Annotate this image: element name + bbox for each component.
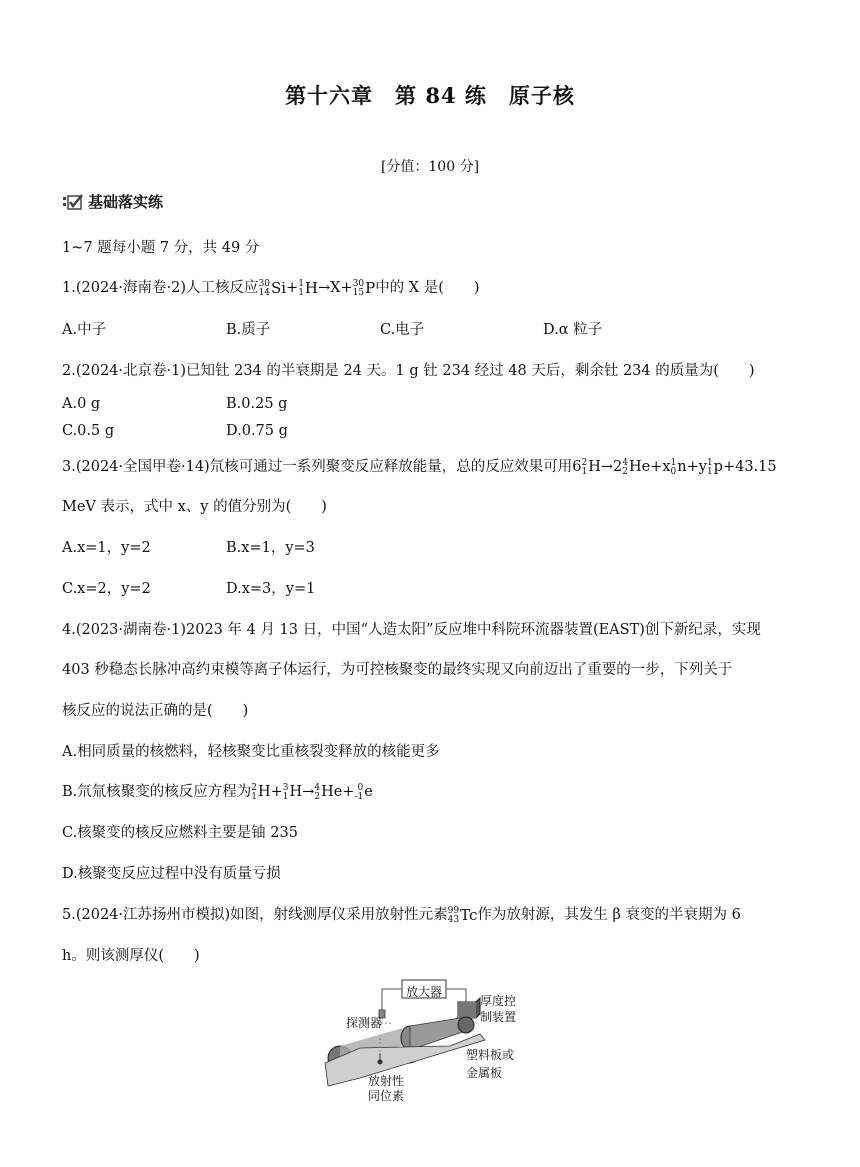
- score-note: [分值：100 分]: [380, 159, 480, 175]
- instruction: 1~7 题每小题 7 分，共 49 分: [62, 240, 260, 256]
- label-amplifier: 放大器: [406, 985, 443, 999]
- q3-option-b: B.x=1，y=3: [226, 540, 315, 556]
- thickness-gauge-figure: [320, 978, 550, 1103]
- question-2-stem: 2.(2024·北京卷·1)已知钍 234 的半衰期是 24 天。1 g 钍 234 经过 48 天后，剩余钍 234 的质量为( ): [62, 363, 755, 379]
- section-heading: [62, 191, 163, 212]
- question-5-line2: h。则该测厚仪( ): [62, 948, 200, 964]
- label-thickness-ctrl-1: 厚度控: [480, 994, 517, 1008]
- question-1-stem: 1.(2024·海南卷·2)人工核反应 30 14 Si+ 1 1 H→X+ 30 15 P中的 X 是( ): [62, 278, 480, 298]
- q2-option-b: B.0.25 g: [226, 396, 288, 412]
- question-5-line1: 5.(2024·江苏扬州市模拟)如图，射线测厚仪采用放射性元素 99 43 Tc作为放射源，其发生 β 衰变的半衰期为 6: [62, 905, 741, 925]
- question-4-line3: 核反应的说法正确的是( ): [62, 703, 249, 719]
- q3-option-a: A.x=1，y=2: [62, 540, 151, 556]
- q4-option-c: C.核聚变的核反应燃料主要是铀 235: [62, 825, 298, 841]
- q4-option-b: B.氘氚核聚变的核反应方程为 2 1 H+ 3 1 H→ 4 2 He+ 0 -1 e: [62, 782, 373, 802]
- q1-option-b: B.质子: [226, 322, 271, 338]
- label-thickness-ctrl-2: 制装置: [480, 1010, 517, 1024]
- q2-option-c: C.0.5 g: [62, 423, 115, 439]
- q2-option-a: A.0 g: [62, 396, 101, 412]
- page-title: 第十六章 第 84 练 原子核: [285, 83, 575, 108]
- q3-option-d: D.x=3，y=1: [226, 581, 316, 597]
- q1-option-a: A.中子: [62, 322, 107, 338]
- nuclide-p: 30 15 P: [352, 278, 376, 298]
- section-label: 基础落实练: [88, 193, 164, 211]
- question-4-line2: 403 秒稳态长脉冲高约束模等离子体运行，为可控核聚变的最终实现又向前迈出了重要的一步，下列关于: [62, 662, 733, 678]
- q4-option-a: A.相同质量的核燃料，轻核聚变比重核裂变释放的核能更多: [62, 744, 440, 760]
- question-3-stem-line2: MeV 表示，式中 x、y 的值分别为( ): [62, 499, 327, 515]
- question-3-stem-line1: 3.(2024·全国甲卷·14)氘核可通过一系列聚变反应释放能量，总的反应效果可用6 2 1 H→2 4 2 He+x 1 0 n+y 1 1 p+43.15: [62, 457, 777, 477]
- q3-option-c: C.x=2，y=2: [62, 581, 151, 597]
- nuclide-si: 30 14 Si: [258, 278, 287, 298]
- label-source-2: 同位素: [368, 1089, 405, 1103]
- nuclide-h: 1 1 H: [298, 278, 319, 298]
- label-plate-1: 塑料板或: [466, 1048, 515, 1062]
- checklist-icon: [62, 193, 82, 211]
- question-4-line1: 4.(2023·湖南卷·1)2023 年 4 月 13 日，中国“人造太阳”反应堆中科院环流器装置(EAST)创下新纪录，实现: [62, 622, 761, 638]
- q1-option-d: D.α 粒子: [543, 322, 603, 338]
- q2-option-d: D.0.75 g: [226, 423, 288, 439]
- label-source-1: 放射性: [368, 1074, 405, 1088]
- label-detector: 探测器: [346, 1016, 383, 1030]
- q4-option-d: D.核聚变反应过程中没有质量亏损: [62, 866, 281, 882]
- label-plate-2: 金属板: [466, 1066, 503, 1080]
- q1-option-c: C.电子: [380, 322, 425, 338]
